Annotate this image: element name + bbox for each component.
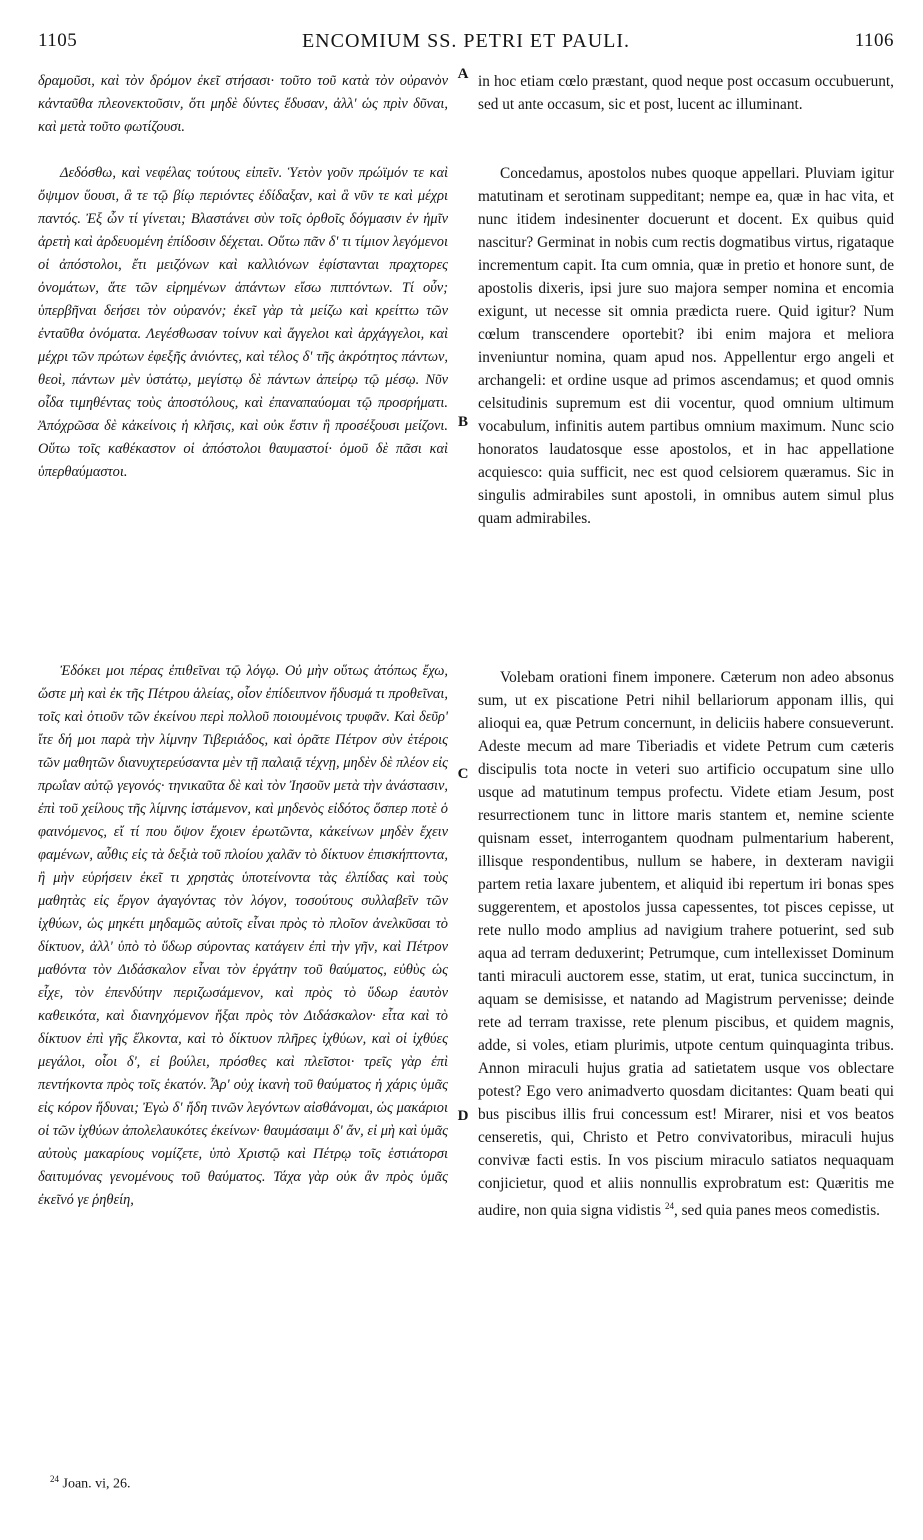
greek-paragraph-1: δραμοῦσι, καὶ τὸν δρόμον ἐκεῖ στήσασι· τοῦτο τοῦ κατὰ τὸν οὐρανὸν κἀνταῦθα πλεονεκτοῦσιν, ὅτι μηδὲ δύντες ἔδυσαν, ἀλλ' ὡς πρὶν δῦναι, καὶ μετὰ τοῦτο φωτίζουσι. xyxy=(38,73,448,135)
right-page-number: 1106 xyxy=(854,30,894,51)
page-header xyxy=(38,30,894,60)
footnote-text: Joan. vi, 26. xyxy=(62,1476,131,1492)
margin-marker-a: A xyxy=(457,66,469,82)
footnote-number: 24 xyxy=(50,1474,59,1484)
margin-marker-d: D xyxy=(457,1108,469,1124)
latin-paragraph-1: in hoc etiam cœlo præstant, quod neque post occasum occubuerunt, sed ut ante occasum, sic et post, lucent ac illuminant. xyxy=(478,73,894,113)
greek-paragraph-2: Δεδόσθω, καὶ νεφέλας τούτους εἰπεῖν. Ὑετὸν γοῦν πρώϊμόν τε καὶ ὄψιμον ὕουσι, ἃ τε τῷ βίῳ περιόντες ἐδίδαξαν, καὶ ἃ νῦν τε καὶ μέχρι παντός. Ἐξ ὧν τί γίνεται; Βλαστάνει σὺν τοῖς ὀρθοῖς δόγμασιν ἐν ἡμῖν ἀρετὴ καὶ ἀρδευομένη ἐπίδοσιν δέχεται. Οὕτω πᾶν δ' τι τίμιον λεγόμενοι οἱ ἀπόστολοι, ἔτι μειζόνων καὶ καλλιόνων ἐφίστανται πραχτορες ὀνομάτων, ἅτε τῶν εἰρημένων ἁπάντων εἴσω πιπτόντων. Τί οὖν; ὑπερβῆναι δεήσει τὸν οὐρανόν; ἐκεῖ γὰρ τὰ μείζω καὶ κρείττω τῶν ἐνταῦθα ὀνόματα. Λεγέσθωσαν τοίνυν καὶ ἄγγελοι καὶ ἀρχάγγελοι, καὶ μέχρι τῶν πρώτων ἐφεξῆς ἀνιόντες, καὶ τέλος δ' τῆς ἀκρότητος πάντων, θεοὶ, πάντων μὲν ὑστάτῳ, μεγίστῳ δὲ πάντων ἀπείρῳ τῷ μέσῳ. Νῦν οἶδα τιμηθέντας τοὺς ἀποστόλους, καὶ ἐπαναπαύομαι τῷ προσρήματι. Ἀπόχρῶσα δὲ κἀκείνοις ἡ κλῆσις, καὶ οὐκ ἔστιν ἣ προσέξουσι μείζονι. Οὕτω τοῖς καθέκαστον οἱ ἀπόστολοι θαυμαστοί· ὁμοῦ δὲ πᾶσι καὶ ὑπερθαύμαστοι. xyxy=(38,165,448,480)
margin-marker-c: C xyxy=(457,766,469,782)
margin-marker-b: B xyxy=(457,414,468,430)
left-page-number: 1105 xyxy=(38,30,78,51)
latin-paragraph-3: Volebam orationi finem imponere. Cæterum non adeo absonus sum, ut ex piscatione Petri nihil bellariorum apponam illis, qui alioqui ea, quæ Petrum concernunt, in deliciis habere consueverunt. Adeste mecum ad mare Tiberiadis et videte Petrum cum cæteris discipulis tota nocte in veteri suo artificio occupatum sine ullo usque ad matutinum tempus profectu. Videte etiam Jesum, post resurrectionem tunc in littore maris stantem et, nemine sciente quisnam esset, interrogantem quodnam pulmentarium haberent, illisque respondentibus, nullum se habere, in dexteram navigii partem retia laxare jubentem, et aliquid ibi repertum iri bonas spes suggerentem, et apostolos jussa capessentes, tot pisces cepisse, ut rete nullo modo amplius ad navigium trahere potuerint, sed sub aqua ad terram deduxerint; Petrumque, cum intellexisset Dominum tanti miraculi auctorem esse, statim, ut erat, tunica succinctum, in aquam se demisisse, et natando ad Magistrum pervenisse; deinde rete ad terram traxisse, rete plenum piscibus, et quidem magnis, adde, si voles, etiam plurimis, utpote centum quinquaginta tribus. Annon miraculi hujus gratia ad satietatem usque vos oblectare potest? Ego vero animadverto quosdam dicitantes: Quam beati qui bus piscibus illis frui concessum est! Mirarer, nisi et vos beatos censeretis, qui, Christo et Petro convivatoribus, miraculi hujus convivæ facti estis. In vos piscium miraculo satiatos nequaquam conjicietur, quod et aliis nonnullis exprobratum est: Quæritis me audire, non quia signa vidistis $^{24}$, sed quia panes meos comedistis. xyxy=(478,669,894,1220)
running-title: ENCOMIUM SS. PETRI ET PAULI. xyxy=(301,30,631,52)
footnote-reference: 24 xyxy=(664,1201,674,1211)
footnote xyxy=(50,1474,131,1493)
greek-paragraph-3: Ἐδόκει μοι πέρας ἐπιθεῖναι τῷ λόγῳ. Οὐ μὴν οὕτως ἀτόπως ἔχω, ὥστε μὴ καὶ ἐκ τῆς Πέτρου ἁλείας, οἷον ἐπίδειπνον ἥδυσμά τι προθεῖναι, τοῖς καὶ ὁτιοῦν τῶν ἐκείνου περὶ πολλοῦ ποιουμένοις τρυφᾶν. Καὶ δεῦρ' ἴτε δή μοι παρὰ τὴν λίμνην Τιβεριάδος, καὶ ὁρᾶτε Πέτρον σὺν ἑτέροις τῶν μαθητῶν διανυχτερεύσαντα μὲν τῇ παλαιᾷ τέχνῃ, μηδὲν δὲ πλέον εἰς πρωΐαν αὐτῷ γεγονός· τηνικαῦτα δὲ καὶ τὸν Ἰησοῦν μετὰ τὴν ἀνάστασιν, ἐπὶ τοῦ χείλους τῆς λίμνης ἱστάμενον, καὶ μηδενὸς εἰδότος ὅσπερ ποτὲ ὁ φαινόμενος, εἴ τί που ὄψον ἔχοιεν ἐρωτῶντα, κἀκείνων μηδὲν ἔχειν φαμένων, αὖθις εἰς τὰ δεξιὰ τοῦ πλοίου χαλᾶν τὸ δίκτυον ἐπισκήπτοντα, ἢ μὴν εὑρήσειν ἐκεῖ τι χρηστὰς ὑποτείνοντα τὰς ἐλπίδας καὶ τοὺς μαθητὰς εἰς ἔργον ἀγαγόντας τὸν λόγον, τοσούτους συλλαβεῖν τῶν ἰχθύων, ὡς μηκέτι μηδαμῶς αὐτοῖς εἶναι πρὸς τὸ πλοῖον ἀνελκῦσαι τὸ δίκτυον, ἀλλ' ὑπὸ τὸ ὕδωρ σύροντας κατάγειν ἐπὶ τὴν γῆν, καὶ Πέτρον μαθόντα τὸν Διδάσκαλον εἶναι τὸν ἐργάτην τοῦ θαύματος, εὐθὺς ὡς εἶχε, τὸν ἐπενδύτην περιζωσάμενον, καὶ πρὸς τὸ ὕδωρ ἑαυτὸν καθεικότα, καὶ διανηχόμενον ἥξαι πρὸς τὸν Διδάσκαλον· εἶτα καὶ τὸ δίκτυον ἐπὶ γῆς ἕλκοντα, καὶ τὸ δίκτυον πλῆρες ἰχθύων, καὶ οἱ ἰχθύες μεγάλοι, οἷοι δ', εἰ βούλει, πρόσθες καὶ πλεῖστοι· τρεῖς γὰρ ἐπὶ πεντήκοντα πρὸς τοῖς ἑκατόν. Ἆρ' οὐχ ἱκανὴ τοῦ θαύματος ἡ χάρις ὑμᾶς εἰς κόρον ἥδυναι; Ἐγὼ δ' ἤδη τινῶν λεγόντων αἰσθάνομαι, ὡς μακάριοι οἱ τῶν ἰχθύων ἀπολελαυκότες ἐκείνων· θαυμάσαιμι δ' ἄν, εἰ μὴ καὶ ὑμᾶς αὐτοὺς μακαρίους νομίζετε, ὑπὸ Χριστῷ καὶ Πέτρῳ τοῖς ἑστιάτορσι δαιτυμόνας γενομένους τοῦ θαύματος. Τάχα γὰρ οὐκ ἂν πρὸς ὑμᾶς ἐκεῖνό γε ῥηθείη, xyxy=(38,663,448,1208)
latin-paragraph-2: Concedamus, apostolos nubes quoque appellari. Pluviam igitur matutinam et serotinam suppeditant; nempe ea, quæ in hac vita, et nunc itidem indesinenter docuerunt et docent. Ex quibus quid nascitur? Germinat in nobis cum rectis dogmatibus virtus, rigataque incrementum capit. Ita cum omnia, quæ in pretio et honore sunt, de apostolis dixeris, ipsi jure suo majora semper nomina et encomia exigunt, ut necesse sit omnia prædicta ruere. Quid igitur? Num cœlum transcendere oportebit? ibi enim majora et meliora inveniuntur nomina, quam apud nos. Appellentur ergo angeli et archangeli: et ordine usque ad primos ascendamus; et quod omnis celsitudinis supremum est dii vocentur, quod omnium ultimum vocabulum, infinitis autem partibus omnium maximum. Nunc scio honoratos laudatosque esse apostolos, et in hac appellatione acquiesco: quia sufficit, nec est quod celsiorem quæramus. Sic in singulis admirabiles sunt apostoli, in omnibus autem simul plus quam admirabiles. xyxy=(478,165,894,527)
